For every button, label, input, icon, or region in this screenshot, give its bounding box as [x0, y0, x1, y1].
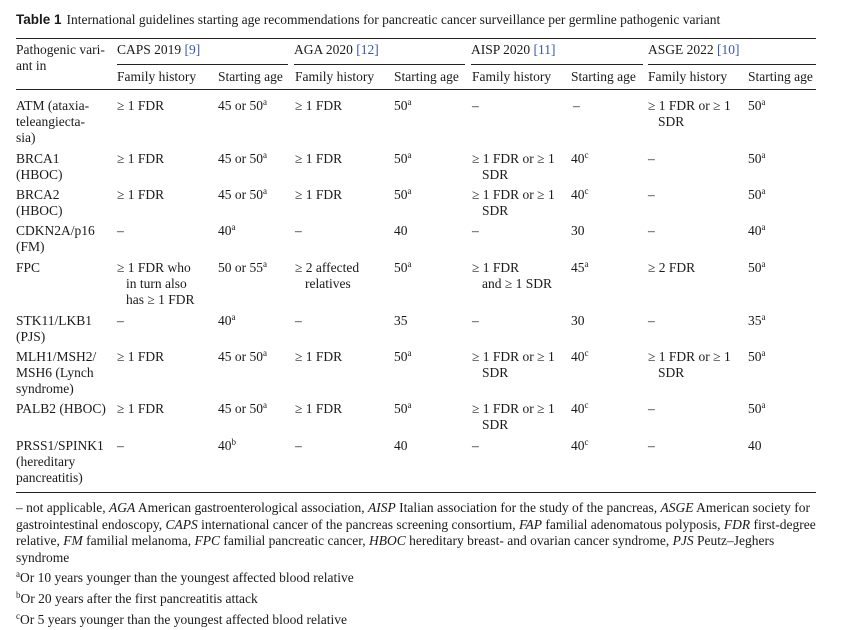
family-history-cell: –	[295, 313, 302, 328]
starting-age-cell: 50$^a$	[394, 97, 412, 113]
family-history-cell: ≥ 1 FDR	[117, 349, 165, 364]
group-header-asge-2022: ASGE 2022 [10]	[648, 42, 740, 57]
starting-age-cell: 40	[394, 223, 408, 238]
starting-age-cell: 45$^a$	[571, 259, 589, 275]
starting-age-cell: 35$^a$	[748, 312, 766, 328]
family-history-cell: ≥ 2 FDR	[648, 260, 696, 275]
family-history-cell: –	[295, 223, 302, 238]
family-history-cell: –	[117, 438, 124, 453]
reference-link[interactable]: [11]	[533, 42, 556, 57]
starting-age-cell: 40$^a$	[218, 312, 236, 328]
starting-age-header: Starting age	[394, 69, 459, 84]
family-history-cell: –	[117, 223, 124, 238]
table-label: Table 1	[16, 12, 62, 27]
starting-age-cell: 50$^a$	[748, 150, 766, 166]
row-label: PRSS1/SPINK1 (hereditary pancreatitis)	[16, 438, 104, 485]
starting-age-cell: 50 or 55$^a$	[218, 259, 267, 275]
starting-age-cell: 40	[748, 438, 762, 453]
group-underline	[648, 64, 816, 65]
family-history-cell: ≥ 1 FDR	[117, 98, 165, 113]
caption-text: International guidelines starting age recommendations for pancreatic cancer surveillance per germline pathogenic variant	[66, 12, 721, 27]
starting-age-cell: 40$^c$	[571, 348, 589, 364]
starting-age-cell: 50$^a$	[748, 186, 766, 202]
row-label: ATM (ataxia- teleangiecta- sia)	[16, 98, 90, 145]
group-underline	[471, 64, 643, 65]
starting-age-cell: 50$^a$	[394, 259, 412, 275]
starting-age-cell: 50$^a$	[394, 150, 412, 166]
bottom-rule	[16, 492, 816, 493]
starting-age-cell: –	[573, 98, 580, 113]
starting-age-cell: 50$^a$	[748, 348, 766, 364]
group-underline	[117, 64, 288, 65]
group-header-aga-2020: AGA 2020 [12]	[294, 42, 379, 57]
table-caption	[16, 12, 720, 28]
family-history-cell: ≥ 1 FDR or ≥ 1 SDR	[472, 349, 555, 380]
starting-age-cell: 50$^a$	[394, 186, 412, 202]
starting-age-cell: 45 or 50$^a$	[218, 400, 267, 416]
starting-age-header: Starting age	[571, 69, 636, 84]
family-history-cell: ≥ 1 FDR who in turn also has ≥ 1 FDR	[117, 260, 195, 307]
row-label: FPC	[16, 260, 41, 275]
footnote-c: $^c$Or 5 years younger than the youngest affected blood relative	[16, 611, 348, 627]
family-history-header: Family history	[295, 69, 375, 84]
reference-link[interactable]: [9]	[184, 42, 201, 57]
family-history-cell: –	[472, 98, 479, 113]
starting-age-cell: 50$^a$	[748, 259, 766, 275]
family-history-cell: –	[472, 313, 479, 328]
family-history-cell: –	[648, 401, 655, 416]
starting-age-cell: 45 or 50$^a$	[218, 150, 267, 166]
row-label: BRCA2 (HBOC)	[16, 187, 63, 218]
family-history-cell: –	[295, 438, 302, 453]
starting-age-header: Starting age	[748, 69, 813, 84]
footnote-a: $^a$Or 10 years younger than the youngest affected blood relative	[16, 569, 354, 585]
starting-age-cell: 30	[571, 223, 585, 238]
family-history-cell: ≥ 1 FDR	[295, 151, 343, 166]
header-rule	[16, 89, 816, 90]
reference-link[interactable]: [12]	[356, 42, 379, 57]
starting-age-header: Starting age	[218, 69, 283, 84]
row-label: PALB2 (HBOC)	[16, 401, 106, 416]
starting-age-cell: 50$^a$	[748, 400, 766, 416]
starting-age-cell: 35	[394, 313, 408, 328]
family-history-cell: ≥ 1 FDR or ≥ 1 SDR	[472, 401, 555, 432]
abbreviation-notes: – not applicable, AGA American gastroenterological association, AISP Italian association for the study of the pancreas, ASGE American society for gastrointestinal endoscopy, CAPS international cancer of the pancreas screening consortium, FAP familial adenomatous polyposis, FDR first-degree relative, FM familial melanoma, FPC familial pancreatic cancer, HBOC hereditary breast- and ovarian cancer syndrome, PJS Peutz–Jeghers syndrome	[16, 500, 816, 565]
starting-age-cell: 40$^c$	[571, 186, 589, 202]
row-label: STK11/LKB1 (PJS)	[16, 313, 93, 344]
family-history-cell: ≥ 1 FDR or ≥ 1 SDR	[648, 98, 731, 129]
row-label: BRCA1 (HBOC)	[16, 151, 63, 182]
family-history-cell: ≥ 1 FDR or ≥ 1 SDR	[472, 187, 555, 218]
row-label: CDKN2A/p16 (FM)	[16, 223, 95, 254]
reference-link[interactable]: [10]	[717, 42, 740, 57]
starting-age-cell: 50$^a$	[394, 348, 412, 364]
starting-age-cell: 50$^a$	[748, 97, 766, 113]
starting-age-cell: 30	[571, 313, 585, 328]
row-label: MLH1/MSH2/ MSH6 (Lynch syndrome)	[16, 349, 97, 396]
family-history-cell: ≥ 1 FDR	[117, 401, 165, 416]
footnote-b: $^b$Or 20 years after the first pancreatitis attack	[16, 590, 258, 606]
family-history-header: Family history	[648, 69, 728, 84]
starting-age-cell: 40$^a$	[218, 222, 236, 238]
starting-age-cell: 40$^c$	[571, 400, 589, 416]
family-history-cell: –	[648, 151, 655, 166]
family-history-cell: ≥ 1 FDR	[295, 98, 343, 113]
family-history-header: Family history	[472, 69, 552, 84]
starting-age-cell: 40$^c$	[571, 150, 589, 166]
starting-age-cell: 45 or 50$^a$	[218, 348, 267, 364]
family-history-cell: –	[648, 438, 655, 453]
family-history-header: Family history	[117, 69, 197, 84]
starting-age-cell: 50$^a$	[394, 400, 412, 416]
starting-age-cell: 40$^c$	[571, 437, 589, 453]
family-history-cell: –	[648, 313, 655, 328]
starting-age-cell: 40	[394, 438, 408, 453]
family-history-cell: ≥ 1 FDR	[295, 187, 343, 202]
row-header-label: Pathogenic vari- ant in	[16, 42, 105, 73]
family-history-cell: ≥ 1 FDR	[117, 187, 165, 202]
family-history-cell: –	[117, 313, 124, 328]
family-history-cell: –	[648, 187, 655, 202]
family-history-cell: ≥ 1 FDR or ≥ 1 SDR	[472, 151, 555, 182]
family-history-cell: ≥ 1 FDR	[295, 349, 343, 364]
family-history-cell: –	[472, 438, 479, 453]
family-history-cell: ≥ 1 FDR	[117, 151, 165, 166]
family-history-cell: ≥ 1 FDR and ≥ 1 SDR	[472, 260, 553, 291]
family-history-cell: –	[648, 223, 655, 238]
group-underline	[294, 64, 465, 65]
starting-age-cell: 40$^b$	[218, 437, 236, 453]
top-rule	[16, 38, 816, 39]
family-history-cell: ≥ 2 affected relatives	[295, 260, 360, 291]
starting-age-cell: 45 or 50$^a$	[218, 186, 267, 202]
group-header-caps-2019: CAPS 2019 [9]	[117, 42, 201, 57]
family-history-cell: ≥ 1 FDR	[295, 401, 343, 416]
starting-age-cell: 40$^a$	[748, 222, 766, 238]
family-history-cell: –	[472, 223, 479, 238]
family-history-cell: ≥ 1 FDR or ≥ 1 SDR	[648, 349, 731, 380]
group-header-aisp-2020: AISP 2020 [11]	[471, 42, 556, 57]
starting-age-cell: 45 or 50$^a$	[218, 97, 267, 113]
